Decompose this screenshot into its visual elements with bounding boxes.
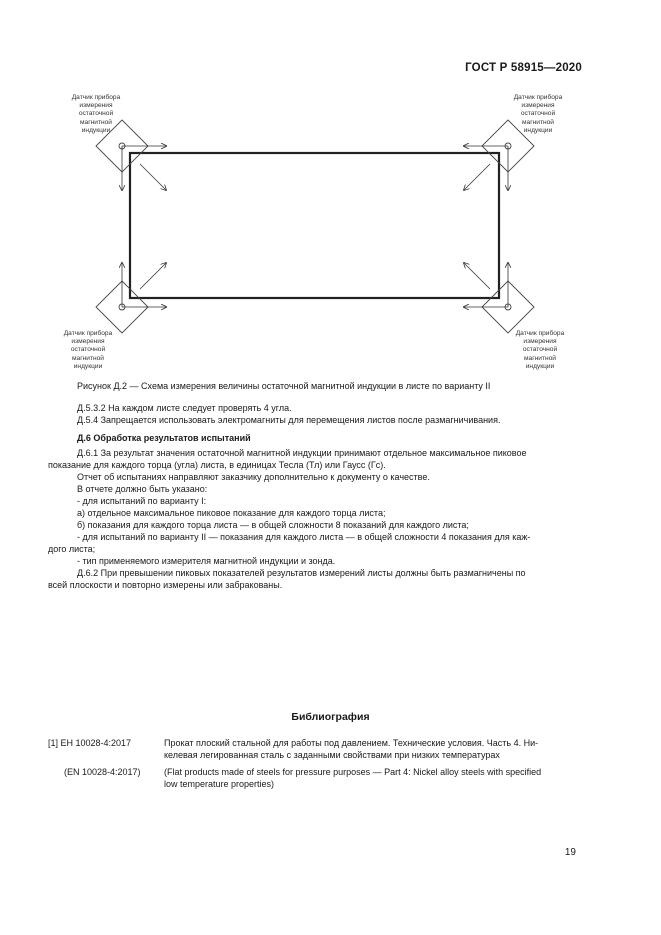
bibliography-entry-1-key: [1] ЕН 10028-4:2017 <box>48 738 132 748</box>
figure-d2 <box>0 0 661 380</box>
bibliography-entry-1-text: Прокат плоский стальной для работы под давлением. Технические условия. Часть 4. Ни- келевая легированная сталь с заданными свойствами при низких температурах <box>164 738 539 761</box>
page-number: 19 <box>564 847 576 858</box>
list-item-variant-2-line2: дого листа; <box>48 544 96 554</box>
bibliography-entry-2-text: (Flat products made of steels for pressure purposes — Part 4: Nickel alloy steels with specified low temperature properties) <box>164 767 542 790</box>
steel-sheet-outline <box>130 153 499 298</box>
paragraph-d62-line1: Д.6.2 При превышении пиковых показателей результатов измерений листы должны быть размагничены по <box>77 568 526 578</box>
section-heading-d6: Д.6 Обработка результатов испытаний <box>77 433 251 443</box>
direction-arrows <box>122 146 508 307</box>
sensor-label-top-left: Датчик прибора измерения остаточной магнитной индукции <box>71 94 121 134</box>
standard-number: ГОСТ Р 58915—2020 <box>465 62 582 74</box>
paragraph-d62-line2: всей плоскости и повторно измерены или забракованы. <box>48 580 283 590</box>
sensor-label-bottom-left: Датчик прибора измерения остаточной магнитной индукции <box>63 330 113 370</box>
sensor-label-bottom-right: Датчик прибора измерения остаточной магнитной индукции <box>515 330 565 370</box>
paragraph-d61-line1: Д.6.1 За результат значения остаточной магнитной индукции принимают отдельное максимальное пиковое <box>77 448 527 458</box>
list-item-b: б) показания для каждого торца листа — в общей сложности 8 показаний для каждого листа; <box>77 520 469 530</box>
paragraph-d532: Д.5.3.2 На каждом листе следует проверять 4 угла. <box>77 403 292 413</box>
list-item-variant-2-line1: - для испытаний по варианту II — показания для каждого листа — в общей сложности 4 показания для каж- <box>77 532 531 542</box>
figure-caption: Рисунок Д.2 — Схема измерения величины остаточной магнитной индукции в листе по варианту II <box>77 381 491 391</box>
bibliography-title: Библиография <box>291 711 370 723</box>
list-item-a: а) отдельное максимальное пиковое показание для каждого торца листа; <box>77 508 386 518</box>
paragraph-report-contents: В отчете должно быть указано: <box>77 484 208 494</box>
bibliography-entry-2-key: (EN 10028-4:2017) <box>64 767 141 777</box>
sensor-label-top-right: Датчик прибора измерения остаточной магнитной индукции <box>513 94 563 134</box>
measurement-scheme-diagram <box>0 0 661 380</box>
list-item-variant-1: - для испытаний по варианту I: <box>77 496 207 506</box>
paragraph-d54: Д.5.4 Запрещается использовать электромагниты для перемещения листов после размагничивания. <box>77 415 501 425</box>
list-item-instrument-type: - тип применяемого измерителя магнитной индукции и зонда. <box>77 556 336 566</box>
paragraph-report-recipient: Отчет об испытаниях направляют заказчику дополнительно к документу о качестве. <box>77 472 430 482</box>
paragraph-d61-line2: показание для каждого торца (угла) листа, в единицах Тесла (Тл) или Гаусс (Гс). <box>48 460 386 470</box>
